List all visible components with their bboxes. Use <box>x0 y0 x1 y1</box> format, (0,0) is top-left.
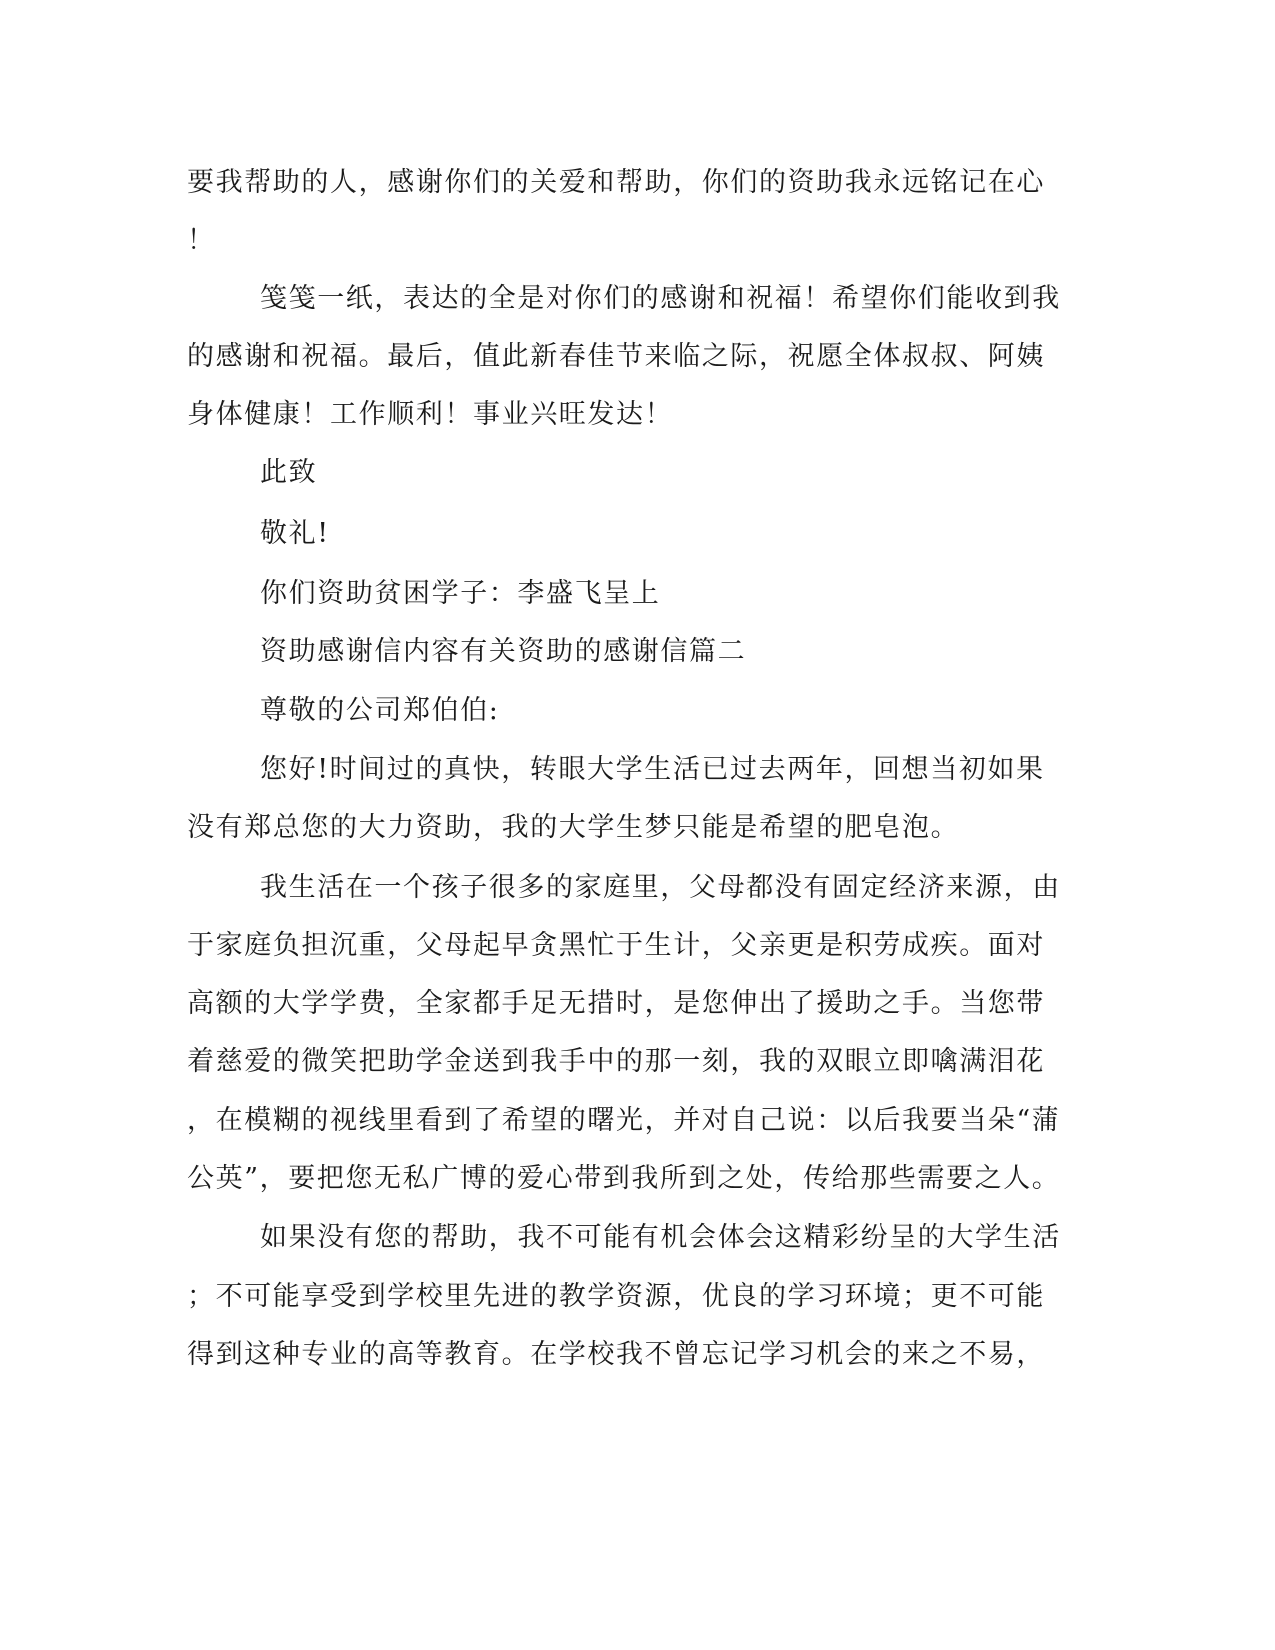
text-line: ；不可能享受到学校里先进的教学资源，优良的学习环境；更不可能 <box>187 1281 1045 1312</box>
signature-line: 你们资助贫困学子：李盛飞呈上 <box>260 578 661 609</box>
paragraph-start: 如果没有您的帮助，我不可能有机会体会这精彩纷呈的大学生活 <box>260 1222 1061 1253</box>
paragraph-start: 我生活在一个孩子很多的家庭里，父母都没有固定经济来源，由 <box>260 872 1061 903</box>
text-line: ，在模糊的视线里看到了希望的曙光，并对自己说：以后我要当朵“蒲 <box>187 1105 1061 1136</box>
letter-greeting: 尊敬的公司郑伯伯: <box>260 695 500 726</box>
text-line: 身体健康！工作顺利！事业兴旺发达！ <box>187 399 674 430</box>
closing-regards: 敬礼! <box>260 518 330 549</box>
text-line: 于家庭负担沉重，父母起早贪黑忙于生计，父亲更是积劳成疾。面对 <box>187 930 1045 961</box>
paragraph-start: 您好!时间过的真快，转眼大学生活已过去两年，回想当初如果 <box>260 754 1045 785</box>
text-line: 高额的大学学费，全家都手足无措时，是您伸出了援助之手。当您带 <box>187 988 1045 1019</box>
text-line: 的感谢和祝福。最后，值此新春佳节来临之际，祝愿全体叔叔、阿姨 <box>187 341 1045 372</box>
text-line: 公英”，要把您无私广博的爱心带到我所到之处，传给那些需要之人。 <box>187 1163 1061 1194</box>
paragraph-start: 笺笺一纸，表达的全是对你们的感谢和祝福！希望你们能收到我 <box>260 283 1061 314</box>
closing-salutation: 此致 <box>260 457 318 488</box>
text-line: ！ <box>187 225 216 256</box>
section-heading: 资助感谢信内容有关资助的感谢信篇二 <box>260 636 747 667</box>
text-line: 没有郑总您的大力资助，我的大学生梦只能是希望的肥皂泡。 <box>187 812 960 843</box>
text-line: 要我帮助的人，感谢你们的关爱和帮助，你们的资助我永远铭记在心 <box>187 167 1045 198</box>
text-line: 着慈爱的微笑把助学金送到我手中的那一刻，我的双眼立即噙满泪花 <box>187 1046 1045 1077</box>
text-line: 得到这种专业的高等教育。在学校我不曾忘记学习机会的来之不易， <box>187 1339 1045 1370</box>
